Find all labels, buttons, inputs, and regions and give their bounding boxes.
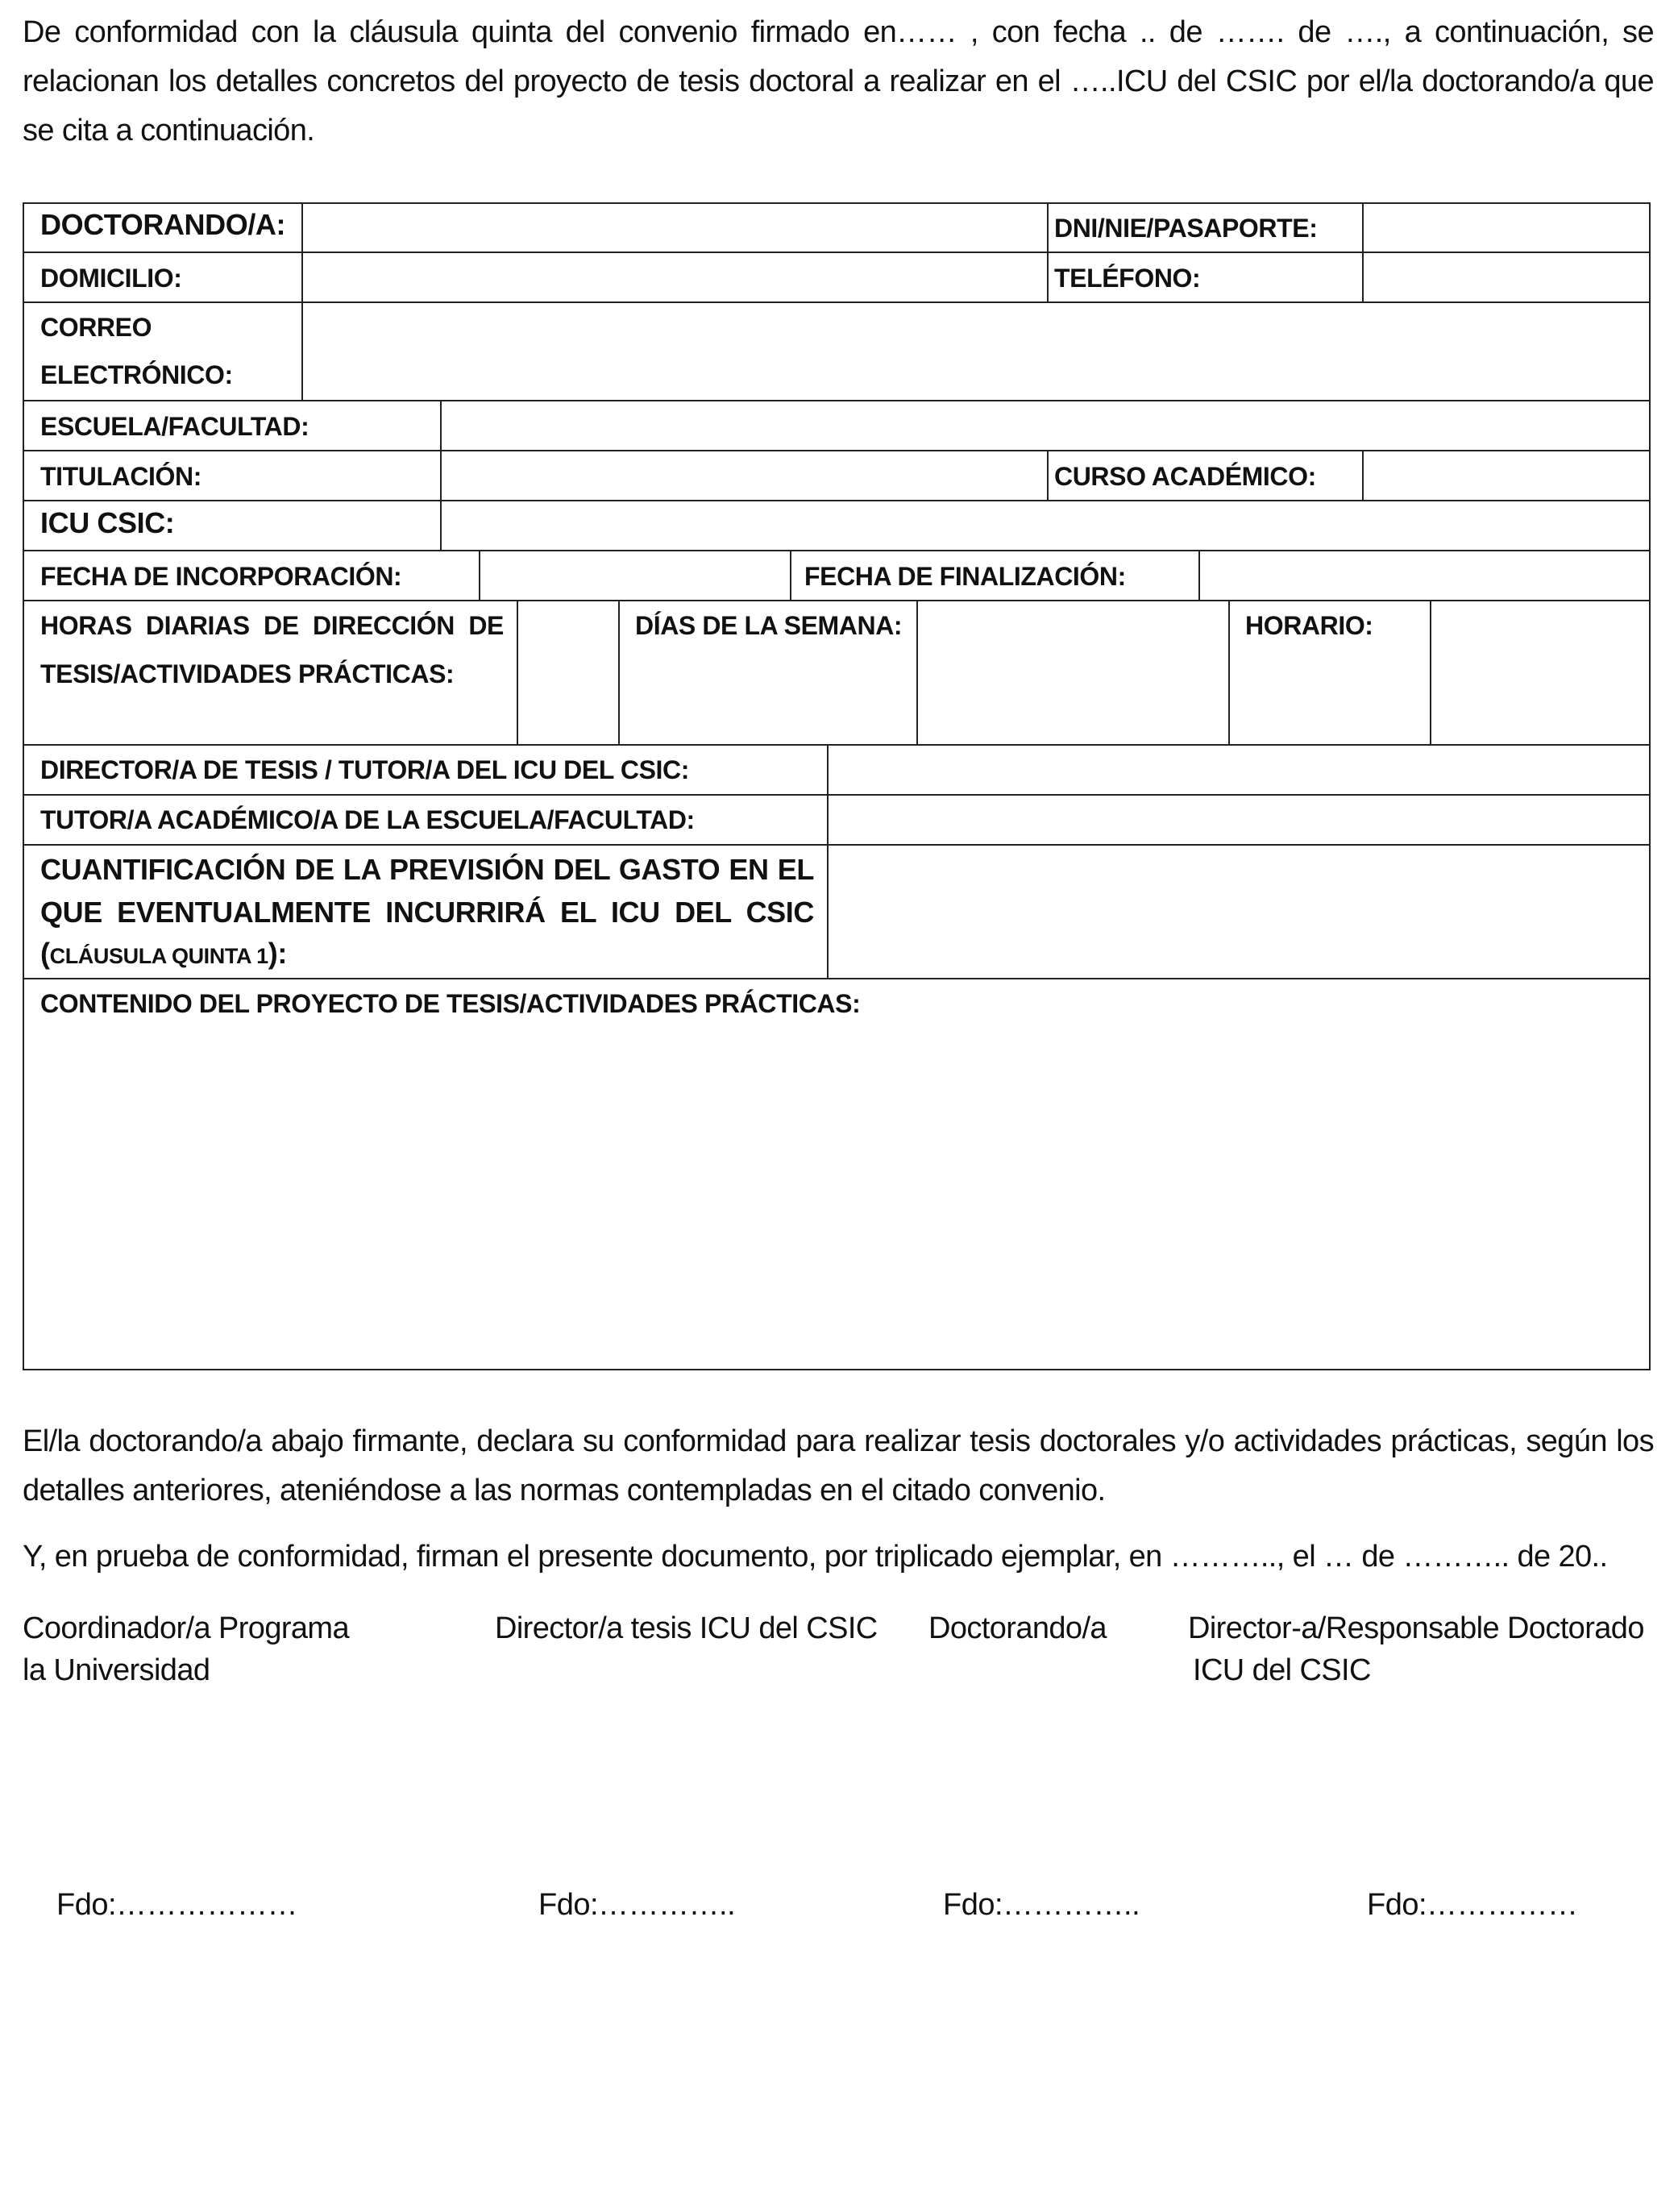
horario-field[interactable] bbox=[1431, 601, 1649, 744]
horario-label: HORARIO: bbox=[1245, 611, 1373, 640]
signature-line-4[interactable]: Fdo:…………… bbox=[1367, 1888, 1578, 1922]
curso-field[interactable] bbox=[1364, 451, 1649, 500]
col-divider bbox=[1228, 600, 1230, 744]
icu-field[interactable] bbox=[442, 501, 1649, 550]
cuantificacion-field[interactable] bbox=[829, 846, 1649, 978]
project-details-form bbox=[23, 202, 1651, 1370]
col-divider bbox=[618, 600, 620, 744]
titulacion-label: TITULACIÓN: bbox=[40, 462, 202, 491]
signer-role-responsable-line2: ICU del CSIC bbox=[1193, 1653, 1371, 1687]
dias-label: DÍAS DE LA SEMANA: bbox=[635, 611, 903, 640]
escuela-field[interactable] bbox=[442, 401, 1649, 450]
col-divider bbox=[1047, 204, 1049, 301]
declaration-paragraph: El/la doctorando/a abajo firmante, declara su conformidad para realizar tesis doctorales y/o actividades prácticas, según los detalles anteriores, ateniéndose a las normas contempladas en el citado convenio. bbox=[23, 1424, 1654, 1507]
horas-field[interactable] bbox=[518, 601, 618, 744]
cuantificacion-label-line2: QUE EVENTUALMENTE INCURRIRÁ EL ICU DEL CSIC bbox=[40, 896, 814, 929]
horas-label-line2: TESIS/ACTIVIDADES PRÁCTICAS: bbox=[40, 659, 455, 688]
signer-role-doctorando: Doctorando/a bbox=[928, 1611, 1107, 1645]
telefono-field[interactable] bbox=[1364, 253, 1649, 301]
row-divider bbox=[24, 600, 1649, 601]
fecha-finalizacion-label: FECHA DE FINALIZACIÓN: bbox=[804, 562, 1126, 591]
signer-role-responsable-line1: Director-a/Responsable Doctorado bbox=[1188, 1611, 1644, 1645]
domicilio-label: DOMICILIO: bbox=[40, 264, 182, 293]
col-divider bbox=[1047, 450, 1049, 500]
director-label: DIRECTOR/A DE TESIS / TUTOR/A DEL ICU DEL CSIC: bbox=[40, 755, 689, 784]
signer-role-coordinador-line1: Coordinador/a Programa bbox=[23, 1611, 350, 1645]
signature-line-1[interactable]: Fdo:……………… bbox=[56, 1888, 298, 1922]
dni-label: DNI/NIE/PASAPORTE: bbox=[1054, 214, 1318, 243]
doctorando-label: DOCTORANDO/A: bbox=[40, 208, 286, 241]
cuantificacion-label-line1: CUANTIFICACIÓN DE LA PREVISIÓN DEL GASTO EN EL bbox=[40, 853, 814, 886]
fecha-finalizacion-field[interactable] bbox=[1200, 551, 1649, 600]
dias-field[interactable] bbox=[918, 601, 1228, 744]
intro-paragraph bbox=[23, 8, 1654, 156]
correo-field[interactable] bbox=[303, 303, 1649, 400]
col-divider bbox=[790, 550, 791, 600]
curso-label: CURSO ACADÉMICO: bbox=[1054, 462, 1316, 491]
domicilio-field[interactable] bbox=[303, 253, 1047, 301]
tutor-field[interactable] bbox=[829, 796, 1649, 844]
signature-line-3[interactable]: Fdo:………….. bbox=[943, 1888, 1140, 1922]
dni-field[interactable] bbox=[1364, 204, 1649, 252]
escuela-label: ESCUELA/FACULTAD: bbox=[40, 412, 309, 441]
director-field[interactable] bbox=[829, 746, 1649, 794]
row-divider bbox=[24, 978, 1649, 979]
fecha-incorporacion-label: FECHA DE INCORPORACIÓN: bbox=[40, 562, 402, 591]
conformity-paragraph: Y, en prueba de conformidad, firman el presente documento, por triplicado ejemplar, en ……….., el … de ……….. de 20.. bbox=[23, 1540, 1608, 1574]
doctorando-field[interactable] bbox=[303, 204, 1047, 252]
intro-line-3: se cita a continuación. bbox=[23, 114, 315, 148]
telefono-label: TELÉFONO: bbox=[1054, 264, 1201, 293]
intro-line-1: De conformidad con la cláusula quinta del convenio firmado en…… , con fecha .. de ……. de …., a continuación, se bbox=[23, 15, 1654, 49]
correo-label-line2: ELECTRÓNICO: bbox=[40, 360, 233, 389]
contenido-field[interactable] bbox=[24, 1026, 1649, 1369]
tutor-label: TUTOR/A ACADÉMICO/A DE LA ESCUELA/FACULTAD: bbox=[40, 805, 695, 834]
intro-line-2: relacionan los detalles concretos del proyecto de tesis doctoral a realizar en el …..ICU del CSIC por el/la doctorando/a que bbox=[23, 64, 1654, 98]
correo-label-line1: CORREO bbox=[40, 313, 152, 342]
signer-role-director-tesis: Director/a tesis ICU del CSIC bbox=[495, 1611, 878, 1645]
signature-line-2[interactable]: Fdo:………….. bbox=[538, 1888, 736, 1922]
fecha-incorporacion-field[interactable] bbox=[480, 551, 790, 600]
titulacion-field[interactable] bbox=[442, 451, 1047, 500]
horas-label-line1: HORAS DIARIAS DE DIRECCIÓN DE bbox=[40, 611, 504, 640]
icu-label: ICU CSIC: bbox=[40, 506, 175, 539]
signer-role-coordinador-line2: la Universidad bbox=[23, 1653, 210, 1687]
contenido-label: CONTENIDO DEL PROYECTO DE TESIS/ACTIVIDADES PRÁCTICAS: bbox=[40, 989, 861, 1018]
cuantificacion-label-line3: (CLÁUSULA QUINTA 1): bbox=[40, 937, 287, 970]
